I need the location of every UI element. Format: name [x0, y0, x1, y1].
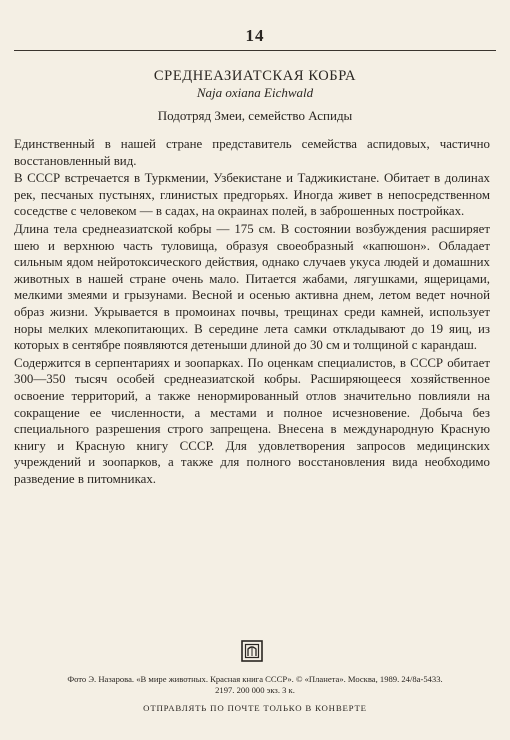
paragraph-protection: Содержится в серпентариях и зоопарках. По оценкам специалистов, в СССР обитает 300—350 тысяч особей среднеазиатской кобры. Расширяющееся хозяйственное освоение территорий, а также ненормированный отлов значительно повлияли на сокращение ее численности, а местами и полное исчезновение. Добыча без специального разрешения строго запрещена. Внесена в международную Красную книгу и Красную книгу СССР. Для удовлетворения запросов медицинских учреждений и зоопарков, а также для полного восстановления вида необходимо разведение в питомниках.: [14, 355, 490, 486]
paragraph-biology: Длина тела среднеазиатской кобры — 175 см. В состоянии возбуждения расширяет шею и верхнюю часть туловища, образуя своеобразный «капюшон». Обладает сильным ядом нейротоксического действия, однако случаев укуса людей и домашних животных в нашей стране очень мало. Питается жабами, лягушками, ящерицами, мелкими змеями и грызунами. Весной и осенью активна днем, летом ведет ночной образ жизни. Укрывается в промоинах почвы, трещинах среди камней, использует норы мелких млекопитающих. В середине лета самки откладывают до 19 яиц, из которых в сентябре появляются детеныши длиной до 30 см и толщиной с карандаш.: [14, 221, 490, 353]
paragraph-status: Единственный в нашей стране представитель семейства аспидовых, частично восстановленный вид.: [14, 137, 490, 168]
page-number: 14: [245, 26, 265, 45]
species-title: СРЕДНЕАЗИАТСКАЯ КОБРА: [153, 68, 357, 84]
publisher-logo-icon: [241, 640, 263, 662]
article-body: [14, 136, 490, 488]
credits-line-1: Фото Э. Назарова. «В мире животных. Красная книга СССР». © «Планета». Москва, 1989. 24/8а-5433.: [67, 674, 443, 684]
mail-instruction: ОТПРАВЛЯТЬ ПО ПОЧТЕ ТОЛЬКО В КОНВЕРТЕ: [143, 703, 367, 713]
paragraph-distribution: В СССР встречается в Туркмении, Узбекистане и Таджикистане. Обитает в долинах рек, песчаных пустынях, глинистых предгорьях. Иногда живет в непосредственном соседстве с человеком — в садах, на окраинах полей, в заброшенных постройках.: [14, 171, 490, 219]
latin-name: Naja oxiana Eichwald: [196, 85, 314, 100]
taxonomy-line: Подотряд Змеи, семейство Аспиды: [157, 108, 353, 123]
publication-credits: [0, 674, 510, 696]
header-rule: [14, 50, 496, 51]
credits-line-2: 2197. 200 000 экз. 3 к.: [215, 685, 295, 695]
